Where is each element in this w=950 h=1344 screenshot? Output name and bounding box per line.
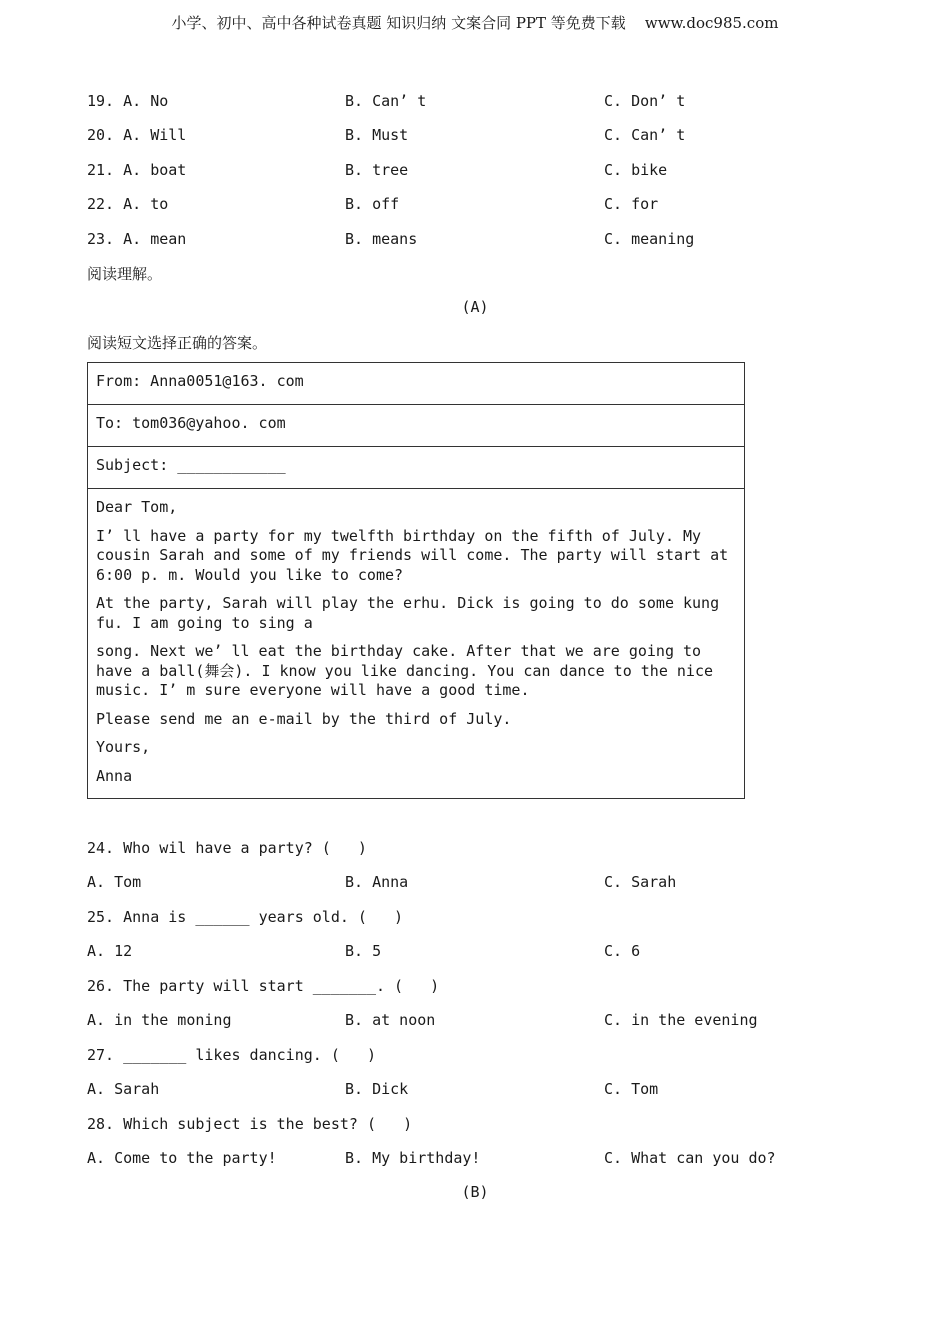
question-24: 24. Who wil have a party? ( ) (87, 839, 367, 857)
option-c: C. Can’ t (604, 126, 686, 144)
option-row-19 (87, 92, 847, 114)
answer-row-24 (87, 873, 847, 895)
email-paragraph: song. Next we’ ll eat the birthday cake. After that we are going to have a ball(舞会). I know you like dancing. You can dance to the nice music. I’ m sure everyone will have a good time. (96, 642, 723, 699)
email-signature: Anna (96, 766, 133, 785)
option-b: B. at noon (345, 1011, 436, 1029)
option-a: A. Come to the party! (87, 1149, 277, 1167)
email-greeting: Dear Tom, (96, 498, 178, 516)
email-closing: Yours, (96, 738, 151, 756)
option-row-20 (87, 126, 847, 148)
option-a: 20. A. Will (87, 126, 187, 144)
option-b: B. Anna (345, 873, 409, 891)
option-b: B. Dick (345, 1080, 409, 1098)
option-a: 19. A. No (87, 92, 169, 110)
page-header: 小学、初中、高中各种试卷真题 知识归纳 文案合同 PPT 等免费下载 www.doc985.com (171, 14, 779, 32)
option-c: C. Sarah (604, 873, 677, 891)
section-a-label: (A) (461, 298, 489, 316)
section-b-label: (B) (461, 1183, 489, 1201)
option-c: C. meaning (604, 230, 695, 248)
option-b: B. My birthday! (345, 1149, 481, 1167)
option-row-22 (87, 195, 847, 217)
option-b: B. Must (345, 126, 409, 144)
option-a: 22. A. to (87, 195, 169, 213)
option-c: C. What can you do? (604, 1149, 776, 1167)
email-paragraph: Please send me an e-mail by the third of July. (96, 709, 512, 728)
question-27: 27. _______ likes dancing. ( ) (87, 1046, 376, 1064)
option-a: A. in the moning (87, 1011, 232, 1029)
option-row-23 (87, 230, 847, 252)
email-paragraph: At the party, Sarah will play the erhu. Dick is going to do some kung fu. I am going to sing a (96, 594, 729, 632)
option-b: B. tree (345, 161, 409, 179)
option-b: B. Can’ t (345, 92, 427, 110)
answer-row-26 (87, 1011, 847, 1033)
question-28: 28. Which subject is the best? ( ) (87, 1115, 413, 1133)
option-c: C. bike (604, 161, 668, 179)
option-a: 23. A. mean (87, 230, 187, 248)
option-b: B. means (345, 230, 418, 248)
question-25: 25. Anna is ______ years old. ( ) (87, 908, 404, 926)
answer-row-25 (87, 942, 847, 964)
option-b: B. off (345, 195, 400, 213)
option-b: B. 5 (345, 942, 382, 960)
option-c: C. 6 (604, 942, 641, 960)
email-table (87, 362, 745, 799)
option-a: A. Tom (87, 873, 142, 891)
email-to: To: tom036@yahoo. com (88, 405, 744, 447)
instruction: 阅读短文选择正确的答案。 (87, 334, 268, 352)
answer-row-28 (87, 1149, 847, 1171)
option-c: C. for (604, 195, 659, 213)
option-row-21 (87, 161, 847, 183)
reading-title: 阅读理解。 (87, 265, 163, 283)
option-c: C. Tom (604, 1080, 659, 1098)
email-from: From: Anna0051@163. com (88, 363, 744, 405)
option-c: C. in the evening (604, 1011, 758, 1029)
option-a: A. Sarah (87, 1080, 160, 1098)
option-a: A. 12 (87, 942, 133, 960)
option-a: 21. A. boat (87, 161, 187, 179)
email-paragraph: I’ ll have a party for my twelfth birthday on the fifth of July. My cousin Sarah and some of my friends will come. The party will start at 6:00 p. m. Would you like to come? (96, 526, 738, 584)
option-c: C. Don’ t (604, 92, 686, 110)
question-26: 26. The party will start _______. ( ) (87, 977, 440, 995)
answer-row-27 (87, 1080, 847, 1102)
email-body (88, 489, 744, 798)
email-subject: Subject: ____________ (88, 447, 744, 489)
